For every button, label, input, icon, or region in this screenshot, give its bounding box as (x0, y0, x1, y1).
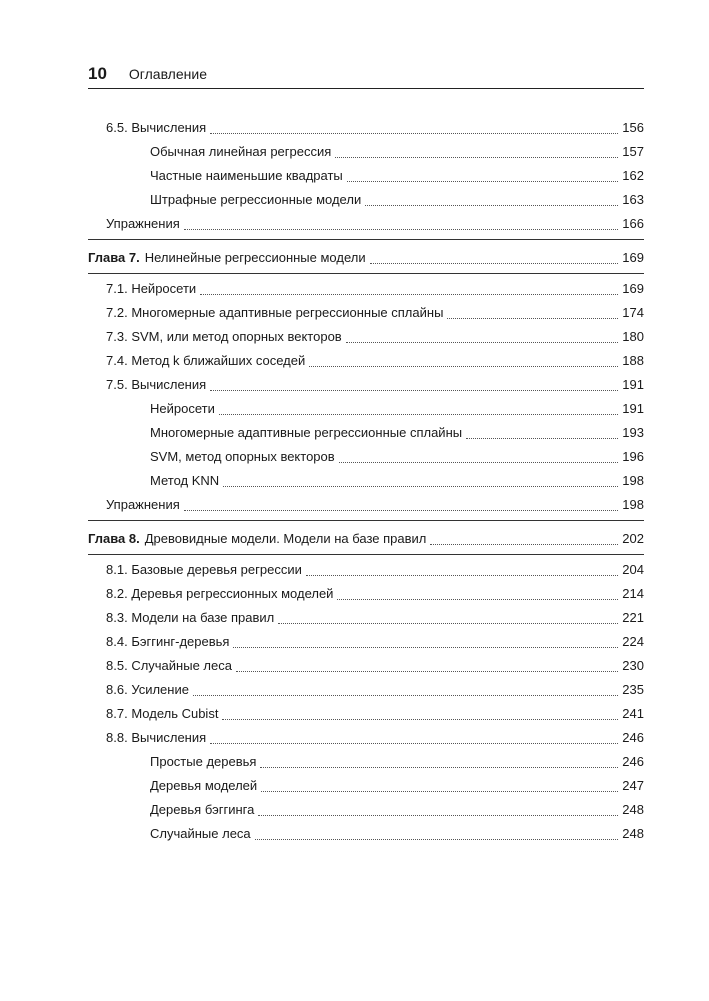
entry-title: Деревья регрессионных моделей (131, 586, 334, 601)
dot-leader (258, 815, 618, 816)
dot-leader (335, 157, 618, 158)
section-number: 8.1. (106, 562, 128, 577)
toc-chapter-entry[interactable] (88, 527, 644, 551)
dot-leader (223, 486, 618, 487)
entry-title: SVM, или метод опорных векторов (131, 329, 342, 344)
dot-leader (309, 366, 618, 367)
toc-subsection-entry[interactable] (88, 469, 644, 493)
entry-title: Многомерные адаптивные регрессионные сплайны (150, 425, 463, 440)
page-ref: 247 (622, 778, 644, 793)
toc-exercises-entry[interactable] (88, 493, 644, 517)
page-ref: 221 (622, 610, 644, 625)
page-ref: 198 (622, 497, 644, 512)
entry-title: Усиление (131, 682, 189, 697)
page-ref: 246 (622, 754, 644, 769)
entry-title: Обычная линейная регрессия (150, 144, 332, 159)
dot-leader (255, 839, 618, 840)
page-ref: 174 (622, 305, 644, 320)
toc-section-entry[interactable] (88, 606, 644, 630)
section-number: 8.4. (106, 634, 128, 649)
toc-exercises-entry[interactable] (88, 212, 644, 236)
section-number: 7.1. (106, 281, 128, 296)
dot-leader (210, 133, 618, 134)
page-ref: 246 (622, 730, 644, 745)
entry-title: Бэггинг-деревья (131, 634, 230, 649)
section-divider (88, 273, 644, 274)
toc-section-entry[interactable] (88, 301, 644, 325)
dot-leader (306, 575, 618, 576)
dot-leader (447, 318, 618, 319)
entry-title: SVM, метод опорных векторов (150, 449, 335, 464)
chapter-label: Глава 7. (88, 250, 140, 265)
page-ref: 230 (622, 658, 644, 673)
page-ref: 248 (622, 802, 644, 817)
dot-leader (193, 695, 618, 696)
dot-leader (346, 342, 618, 343)
running-title: Оглавление (128, 66, 207, 82)
page-ref: 180 (622, 329, 644, 344)
dot-leader (466, 438, 618, 439)
page-ref: 156 (622, 120, 644, 135)
dot-leader (430, 544, 618, 545)
toc-section-entry[interactable] (88, 630, 644, 654)
page-ref: 204 (622, 562, 644, 577)
entry-title: Метод KNN (150, 473, 220, 488)
page-ref: 191 (622, 401, 644, 416)
toc-subsection-entry[interactable] (88, 822, 644, 846)
toc-section-entry[interactable] (88, 558, 644, 582)
dot-leader (219, 414, 618, 415)
section-divider (88, 554, 644, 555)
entry-title: Случайные леса (131, 658, 232, 673)
toc-section-entry[interactable] (88, 582, 644, 606)
dot-leader (200, 294, 618, 295)
page-ref: 235 (622, 682, 644, 697)
toc-subsection-entry[interactable] (88, 421, 644, 445)
toc-section-entry[interactable] (88, 726, 644, 750)
page-ref: 163 (622, 192, 644, 207)
dot-leader (261, 791, 618, 792)
page-ref: 196 (622, 449, 644, 464)
entry-title: Случайные леса (150, 826, 251, 841)
section-number: 7.4. (106, 353, 128, 368)
entry-title: Нелинейные регрессионные модели (144, 250, 366, 265)
dot-leader (278, 623, 618, 624)
section-number: 8.5. (106, 658, 128, 673)
entry-title: Деревья моделей (150, 778, 258, 793)
page-number: 10 (88, 64, 107, 83)
toc-section-entry[interactable] (88, 678, 644, 702)
toc-section-entry[interactable] (88, 325, 644, 349)
page-ref: 166 (622, 216, 644, 231)
entry-title: Модель Cubist (131, 706, 219, 721)
toc-section-entry[interactable] (88, 349, 644, 373)
page-ref: 202 (622, 531, 644, 546)
entry-title: Деревья бэггинга (150, 802, 255, 817)
dot-leader (337, 599, 618, 600)
page-header (88, 64, 644, 84)
dot-leader (210, 743, 618, 744)
page-ref: 224 (622, 634, 644, 649)
toc-section-entry[interactable] (88, 373, 644, 397)
section-number: 7.5. (106, 377, 128, 392)
page-ref: 193 (622, 425, 644, 440)
dot-leader (236, 671, 618, 672)
entry-title: Простые деревья (150, 754, 257, 769)
chapter-label: Глава 8. (88, 531, 140, 546)
entry-title: Вычисления (131, 730, 207, 745)
entry-title: Частные наименьшие квадраты (150, 168, 343, 183)
dot-leader (210, 390, 618, 391)
page-ref: 214 (622, 586, 644, 601)
entry-title: Базовые деревья регрессии (131, 562, 302, 577)
dot-leader (347, 181, 618, 182)
section-divider (88, 239, 644, 240)
dot-leader (370, 263, 618, 264)
toc-section-entry[interactable] (88, 654, 644, 678)
toc-subsection-entry[interactable] (88, 774, 644, 798)
page-ref: 169 (622, 250, 644, 265)
dot-leader (184, 510, 618, 511)
section-divider (88, 520, 644, 521)
section-number: 8.7. (106, 706, 128, 721)
page-ref: 248 (622, 826, 644, 841)
dot-leader (260, 767, 618, 768)
toc-subsection-entry[interactable] (88, 164, 644, 188)
entry-title: Модели на базе правил (131, 610, 275, 625)
entry-title: Многомерные адаптивные регрессионные сплайны (131, 305, 444, 320)
entry-title: Древовидные модели. Модели на базе правил (144, 531, 427, 546)
toc-subsection-entry[interactable] (88, 798, 644, 822)
table-of-contents (88, 116, 644, 846)
toc-subsection-entry[interactable] (88, 750, 644, 774)
section-number: 7.3. (106, 329, 128, 344)
page-ref: 191 (622, 377, 644, 392)
page-ref: 198 (622, 473, 644, 488)
toc-section-entry[interactable] (88, 116, 644, 140)
entry-title: Нейросети (150, 401, 215, 416)
dot-leader (222, 719, 618, 720)
page-ref: 169 (622, 281, 644, 296)
dot-leader (184, 229, 618, 230)
page-ref: 188 (622, 353, 644, 368)
section-number: 6.5. (106, 120, 128, 135)
toc-subsection-entry[interactable] (88, 445, 644, 469)
toc-subsection-entry[interactable] (88, 397, 644, 421)
page-ref: 162 (622, 168, 644, 183)
entry-title: Упражнения (106, 216, 180, 231)
page-ref: 241 (622, 706, 644, 721)
page-ref: 157 (622, 144, 644, 159)
entry-title: Вычисления (131, 377, 207, 392)
entry-title: Метод k ближайших соседей (131, 353, 306, 368)
toc-subsection-entry[interactable] (88, 188, 644, 212)
toc-subsection-entry[interactable] (88, 140, 644, 164)
entry-title: Вычисления (131, 120, 207, 135)
entry-title: Упражнения (106, 497, 180, 512)
header-rule (88, 88, 644, 89)
dot-leader (233, 647, 618, 648)
dot-leader (365, 205, 618, 206)
toc-section-entry[interactable] (88, 277, 644, 301)
entry-title: Нейросети (131, 281, 197, 296)
dot-leader (339, 462, 618, 463)
section-number: 8.8. (106, 730, 128, 745)
section-number: 8.2. (106, 586, 128, 601)
toc-section-entry[interactable] (88, 702, 644, 726)
section-number: 8.6. (106, 682, 128, 697)
section-number: 7.2. (106, 305, 128, 320)
entry-title: Штрафные регрессионные модели (150, 192, 362, 207)
section-number: 8.3. (106, 610, 128, 625)
toc-chapter-entry[interactable] (88, 246, 644, 270)
